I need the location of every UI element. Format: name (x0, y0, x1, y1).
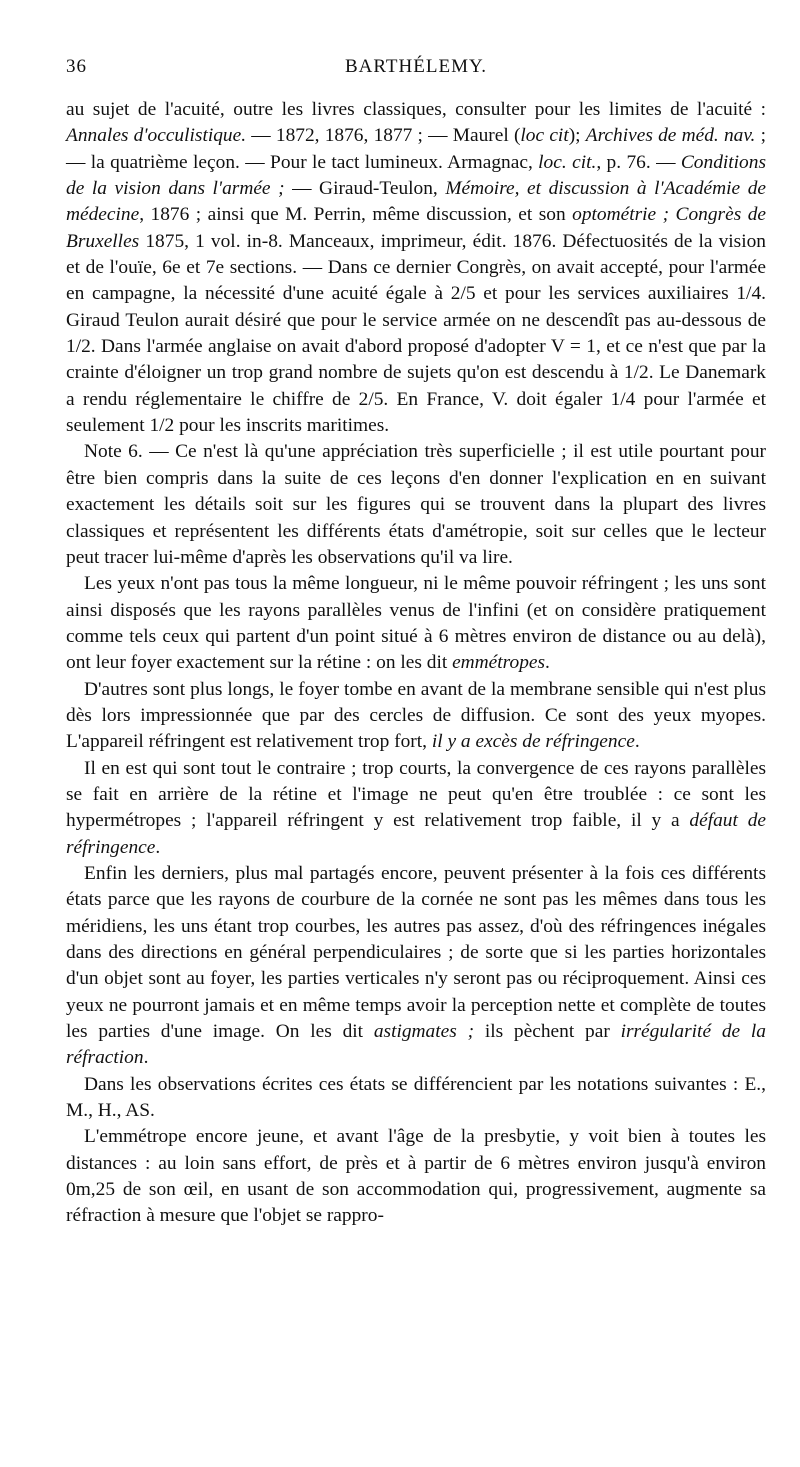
italic-text: Archives de méd. nav. (585, 125, 756, 147)
text-run: , p. 76. — (596, 151, 681, 173)
paragraph (66, 97, 766, 439)
text-run: L'emmétrope encore jeune, et avant l'âge de la presbytie, y voit bien à toutes les distances : au loin sans effort, de près et à partir de 6 mètres environ jusqu'à environ 0m,25 de son œil, en usant de son accommodation qui, progressivement, augmente sa réfraction à mesure que l'objet se rappro- (66, 1126, 766, 1227)
paragraph (66, 756, 766, 861)
paragraph (66, 861, 766, 1072)
text-run: Il en est qui sont tout le contraire ; trop courts, la convergence de ces rayons parallèles se fait en arrière de la rétine et l'image ne peut qu'en être troublée : ce sont les hypermétropes ; l'appareil réfringent y est relativement trop faible, il y a (66, 757, 766, 832)
text-run: ils pèchent par (474, 1021, 621, 1043)
text-run: 1875, 1 vol. in-8. Manceaux, imprimeur, édit. 1876. Défectuosités de la vision et de l'ouïe, 6e et 7e sections. — Dans ce dernier Congrès, on avait accepté, pour l'armée en campagne, la nécessité d'une acuité égale à 2/5 et pour les services auxiliaires 1/4. Giraud Teulon aurait désiré que pour le service armée on ne descendît pas au-dessous de 1/2. Dans l'armée anglaise on avait d'abord proposé d'adopter V = 1, et ce n'est que par la crainte d'éloigner un trop grand nombre de sujets qu'on est descendu à 1/2. Le Danemark a rendu réglementaire le chiffre de 2/5. En France, V. doit égaler 1/4 pour l'armée et seulement 1/2 pour les inscrits maritimes. (66, 230, 766, 437)
running-head: BARTHÉLEMY. (345, 56, 487, 77)
body-text (66, 97, 766, 1230)
italic-text: il y a excès de réfringence (431, 731, 635, 753)
paragraph (66, 1124, 766, 1229)
text-run: . (143, 1047, 149, 1069)
paragraph (66, 677, 766, 756)
text-run: . (545, 652, 550, 674)
text-run: ; — la quatrième leçon. — Pour le tact lumineux. Armagnac, (66, 125, 766, 173)
italic-text: Conditions de la vision dans l'armée ; (66, 151, 766, 200)
paragraph (66, 1072, 766, 1125)
italic-text: Mémoire, et discussion à l'Académie de médecine (66, 178, 767, 226)
italic-text: emmétropes (452, 652, 546, 674)
text-run: D'autres sont plus longs, le foyer tombe en avant de la membrane sensible qui n'est plus dès lors impressionnée que par des cercles de diffusion. Ce sont des yeux myopes. L'appareil réfringent est relativement trop fort, (66, 678, 766, 753)
italic-text: loc cit (520, 125, 569, 147)
italic-text: défaut de réfringence (66, 810, 766, 858)
page-header (66, 56, 766, 84)
italic-text: loc. cit. (538, 151, 597, 173)
text-run: ); (568, 125, 586, 147)
text-run: — 1872, 1876, 1877 ; — Maurel ( (246, 125, 521, 147)
paragraph (66, 571, 766, 676)
text-run: . (155, 836, 161, 858)
paragraph (66, 439, 766, 571)
text-run: Note 6. — Ce n'est là qu'une appréciation très superficielle ; il est utile pourtant pour être bien compris dans la suite de ces leçons d'en donner l'explication en en suivant exactement les détails soit sur les figures qui se trouvent dans la plupart des livres classiques et représentent les différents états d'amétropie, soit sur celles que le lecteur peut tracer lui-même d'après les observations qu'il va lire. (66, 441, 766, 568)
page-number: 36 (66, 56, 87, 77)
text-run: . (634, 731, 640, 753)
italic-text: irrégularité de la réfraction (66, 1021, 767, 1069)
text-run: , 1876 ; ainsi que M. Perrin, même discussion, et son (139, 204, 573, 226)
text-run: Enfin les derniers, plus mal partagés encore, peuvent présenter à la fois ces différents états parce que les rayons de courbure de la cornée ne sont pas les mêmes dans tous les méridiens, les uns étant trop courbes, les autres pas assez, d'où des réfringences inégales dans des directions en général perpendiculaires ; de sorte que si les parties horizontales d'un objet sont au foyer, les parties verticales n'y seront pas ou réciproquement. Ainsi ces yeux ne pourront jamais et en même temps avoir la perception nette et complète de toutes les parties d'une image. On les dit (66, 862, 766, 1043)
text-run: au sujet de l'acuité, outre les livres classiques, consulter pour les limites de l'acuité : (66, 99, 766, 120)
italic-text: astigmates ; (373, 1021, 475, 1043)
text-run: — Giraud-Teulon, (284, 178, 446, 200)
italic-text: Annales d'occulistique. (66, 125, 247, 147)
text-run: Dans les observations écrites ces états se différencient par les notations suivantes : E., M., H., AS. (66, 1073, 766, 1122)
text-run: Les yeux n'ont pas tous la même longueur, ni le même pouvoir réfringent ; les uns sont ainsi disposés que les rayons parallèles venus de l'infini (et on considère pratiquement comme tels ceux qui partent d'un point situé à 6 mètres environ de distance ou au delà), ont leur foyer exactement sur la rétine : on les dit (66, 573, 766, 674)
italic-text: optométrie ; Congrès de Bruxelles (66, 204, 766, 252)
